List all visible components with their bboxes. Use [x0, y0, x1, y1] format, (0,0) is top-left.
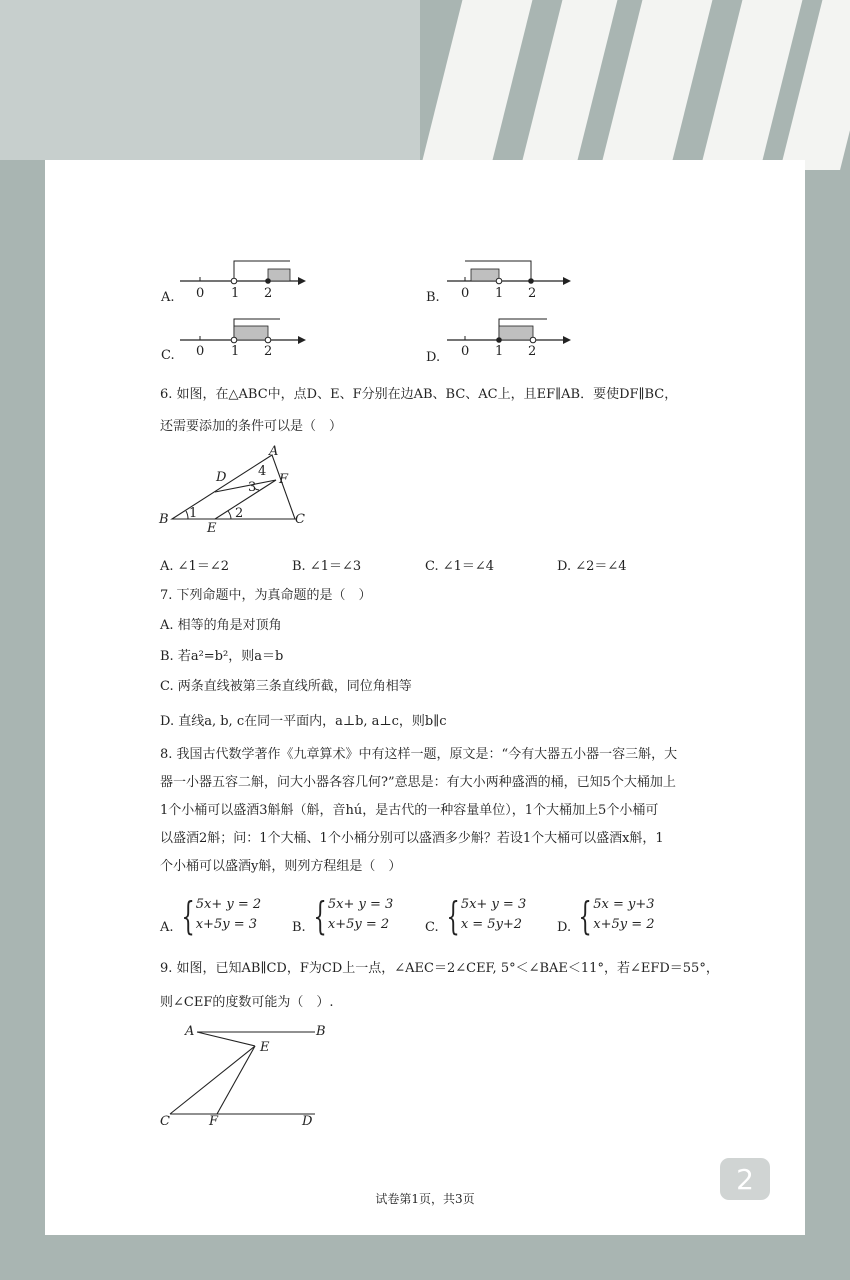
q7-stem: 7. 下列命题中，为真命题的是（ ）: [160, 588, 372, 603]
option-letter: B.: [426, 290, 440, 305]
option-letter: C.: [425, 920, 439, 935]
label-d: D: [216, 470, 227, 485]
q8-option-a: A. { 5x+ y = 2 x+5y = 3: [160, 894, 262, 938]
label-c: C: [295, 512, 305, 527]
label-b: B: [316, 1024, 326, 1039]
q9-stem-line1: 9. 如图，已知AB∥CD，F为CD上一点，∠AEC＝2∠CEF, 5°＜∠BAE＜11°，若∠EFD＝55°，: [160, 961, 719, 976]
tick-label: 2: [528, 344, 537, 359]
exam-page: [45, 160, 805, 1235]
q6-stem-line1: 6. 如图，在△ABC中，点D、E、F分别在边AB、BC、AC上，且EF∥AB．要使DF∥BC，: [160, 387, 678, 402]
label-e: E: [207, 521, 217, 536]
tick-label: 2: [264, 344, 273, 359]
q8-option-b: B. { 5x+ y = 3 x+5y = 2: [292, 894, 394, 938]
angle-label-1: 1: [189, 506, 198, 521]
angle-label-3: 3: [248, 480, 257, 495]
page-footer: 试卷第1页，共3页: [375, 1192, 475, 1206]
q8-stem-line5: 个小桶可以盛酒y斛，则列方程组是（ ）: [160, 859, 402, 874]
tick-label: 2: [264, 286, 273, 301]
tick-label: 0: [461, 344, 470, 359]
q6-triangle-figure: [155, 445, 315, 540]
equation: 5x+ y = 3: [327, 897, 394, 912]
option-letter: D.: [426, 350, 441, 365]
option-letter: D.: [557, 920, 572, 935]
q6-option-b: B. ∠1＝∠3: [292, 559, 362, 574]
label-a: A: [269, 444, 279, 459]
q8-stem-line2: 器一小器五容二斛，问大小器各容几何?”意思是：有大小两种盛酒的桶，已知5个大桶加上: [160, 775, 676, 790]
background-stripes: [0, 0, 850, 170]
equation: 5x+ y = 3: [460, 897, 527, 912]
q7-option-c: C. 两条直线被第三条直线所截，同位角相等: [160, 679, 412, 694]
tick-label: 0: [196, 286, 205, 301]
label-b: B: [159, 512, 169, 527]
q6-option-d: D. ∠2＝∠4: [557, 559, 627, 574]
equation: 5x = y+3: [593, 897, 655, 912]
q6-option-a: A. ∠1＝∠2: [160, 559, 229, 574]
angle-label-2: 2: [235, 506, 244, 521]
q6-option-c: C. ∠1＝∠4: [425, 559, 495, 574]
label-f: F: [209, 1114, 219, 1129]
option-letter: A.: [161, 290, 175, 305]
equation: x+5y = 3: [195, 917, 257, 932]
tick-label: 0: [196, 344, 205, 359]
option-letter: A.: [160, 920, 174, 935]
q8-option-d: D. { 5x = y+3 x+5y = 2: [557, 894, 655, 938]
label-e: E: [260, 1040, 270, 1055]
label-d: D: [302, 1114, 313, 1129]
q9-stem-line2: 则∠CEF的度数可能为（ ）.: [160, 995, 334, 1010]
label-c: C: [160, 1114, 170, 1129]
q6-stem-line2: 还需要添加的条件可以是（ ）: [160, 419, 343, 434]
equation: 5x+ y = 2: [195, 897, 262, 912]
label-f: F: [279, 472, 289, 487]
page-number-badge: 2: [720, 1158, 770, 1200]
q8-stem-line1: 8. 我国古代数学著作《九章算术》中有这样一题，原文是：“今有大器五小器一容三斛，大: [160, 747, 678, 762]
tick-label: 1: [231, 344, 240, 359]
equation: x+5y = 2: [593, 917, 655, 932]
q7-option-a: A. 相等的角是对顶角: [160, 618, 282, 633]
tick-label: 1: [495, 286, 504, 301]
option-letter: C.: [161, 348, 175, 363]
tick-label: 1: [495, 344, 504, 359]
q8-stem-line4: 以盛酒2斛；问：1个大桶、1个小桶分别可以盛酒多少斛？若设1个大桶可以盛酒x斛，1: [160, 831, 664, 846]
q7-option-b: B. 若a²=b²，则a＝b: [160, 649, 284, 664]
tick-label: 0: [461, 286, 470, 301]
q7-option-d: D. 直线a, b, c在同一平面内，a⊥b, a⊥c，则b∥c: [160, 714, 447, 729]
angle-label-4: 4: [258, 464, 267, 479]
tick-label: 2: [528, 286, 537, 301]
option-letter: B.: [292, 920, 306, 935]
equation: x = 5y+2: [460, 917, 523, 932]
q8-stem-line3: 1个小桶可以盛酒3斛斛（斛，音hú，是古代的一种容量单位），1个大桶加上5个小桶可: [160, 803, 659, 818]
q8-option-c: C. { 5x+ y = 3 x = 5y+2: [425, 894, 527, 938]
tick-label: 1: [231, 286, 240, 301]
label-a: A: [185, 1024, 195, 1039]
equation: x+5y = 2: [327, 917, 390, 932]
